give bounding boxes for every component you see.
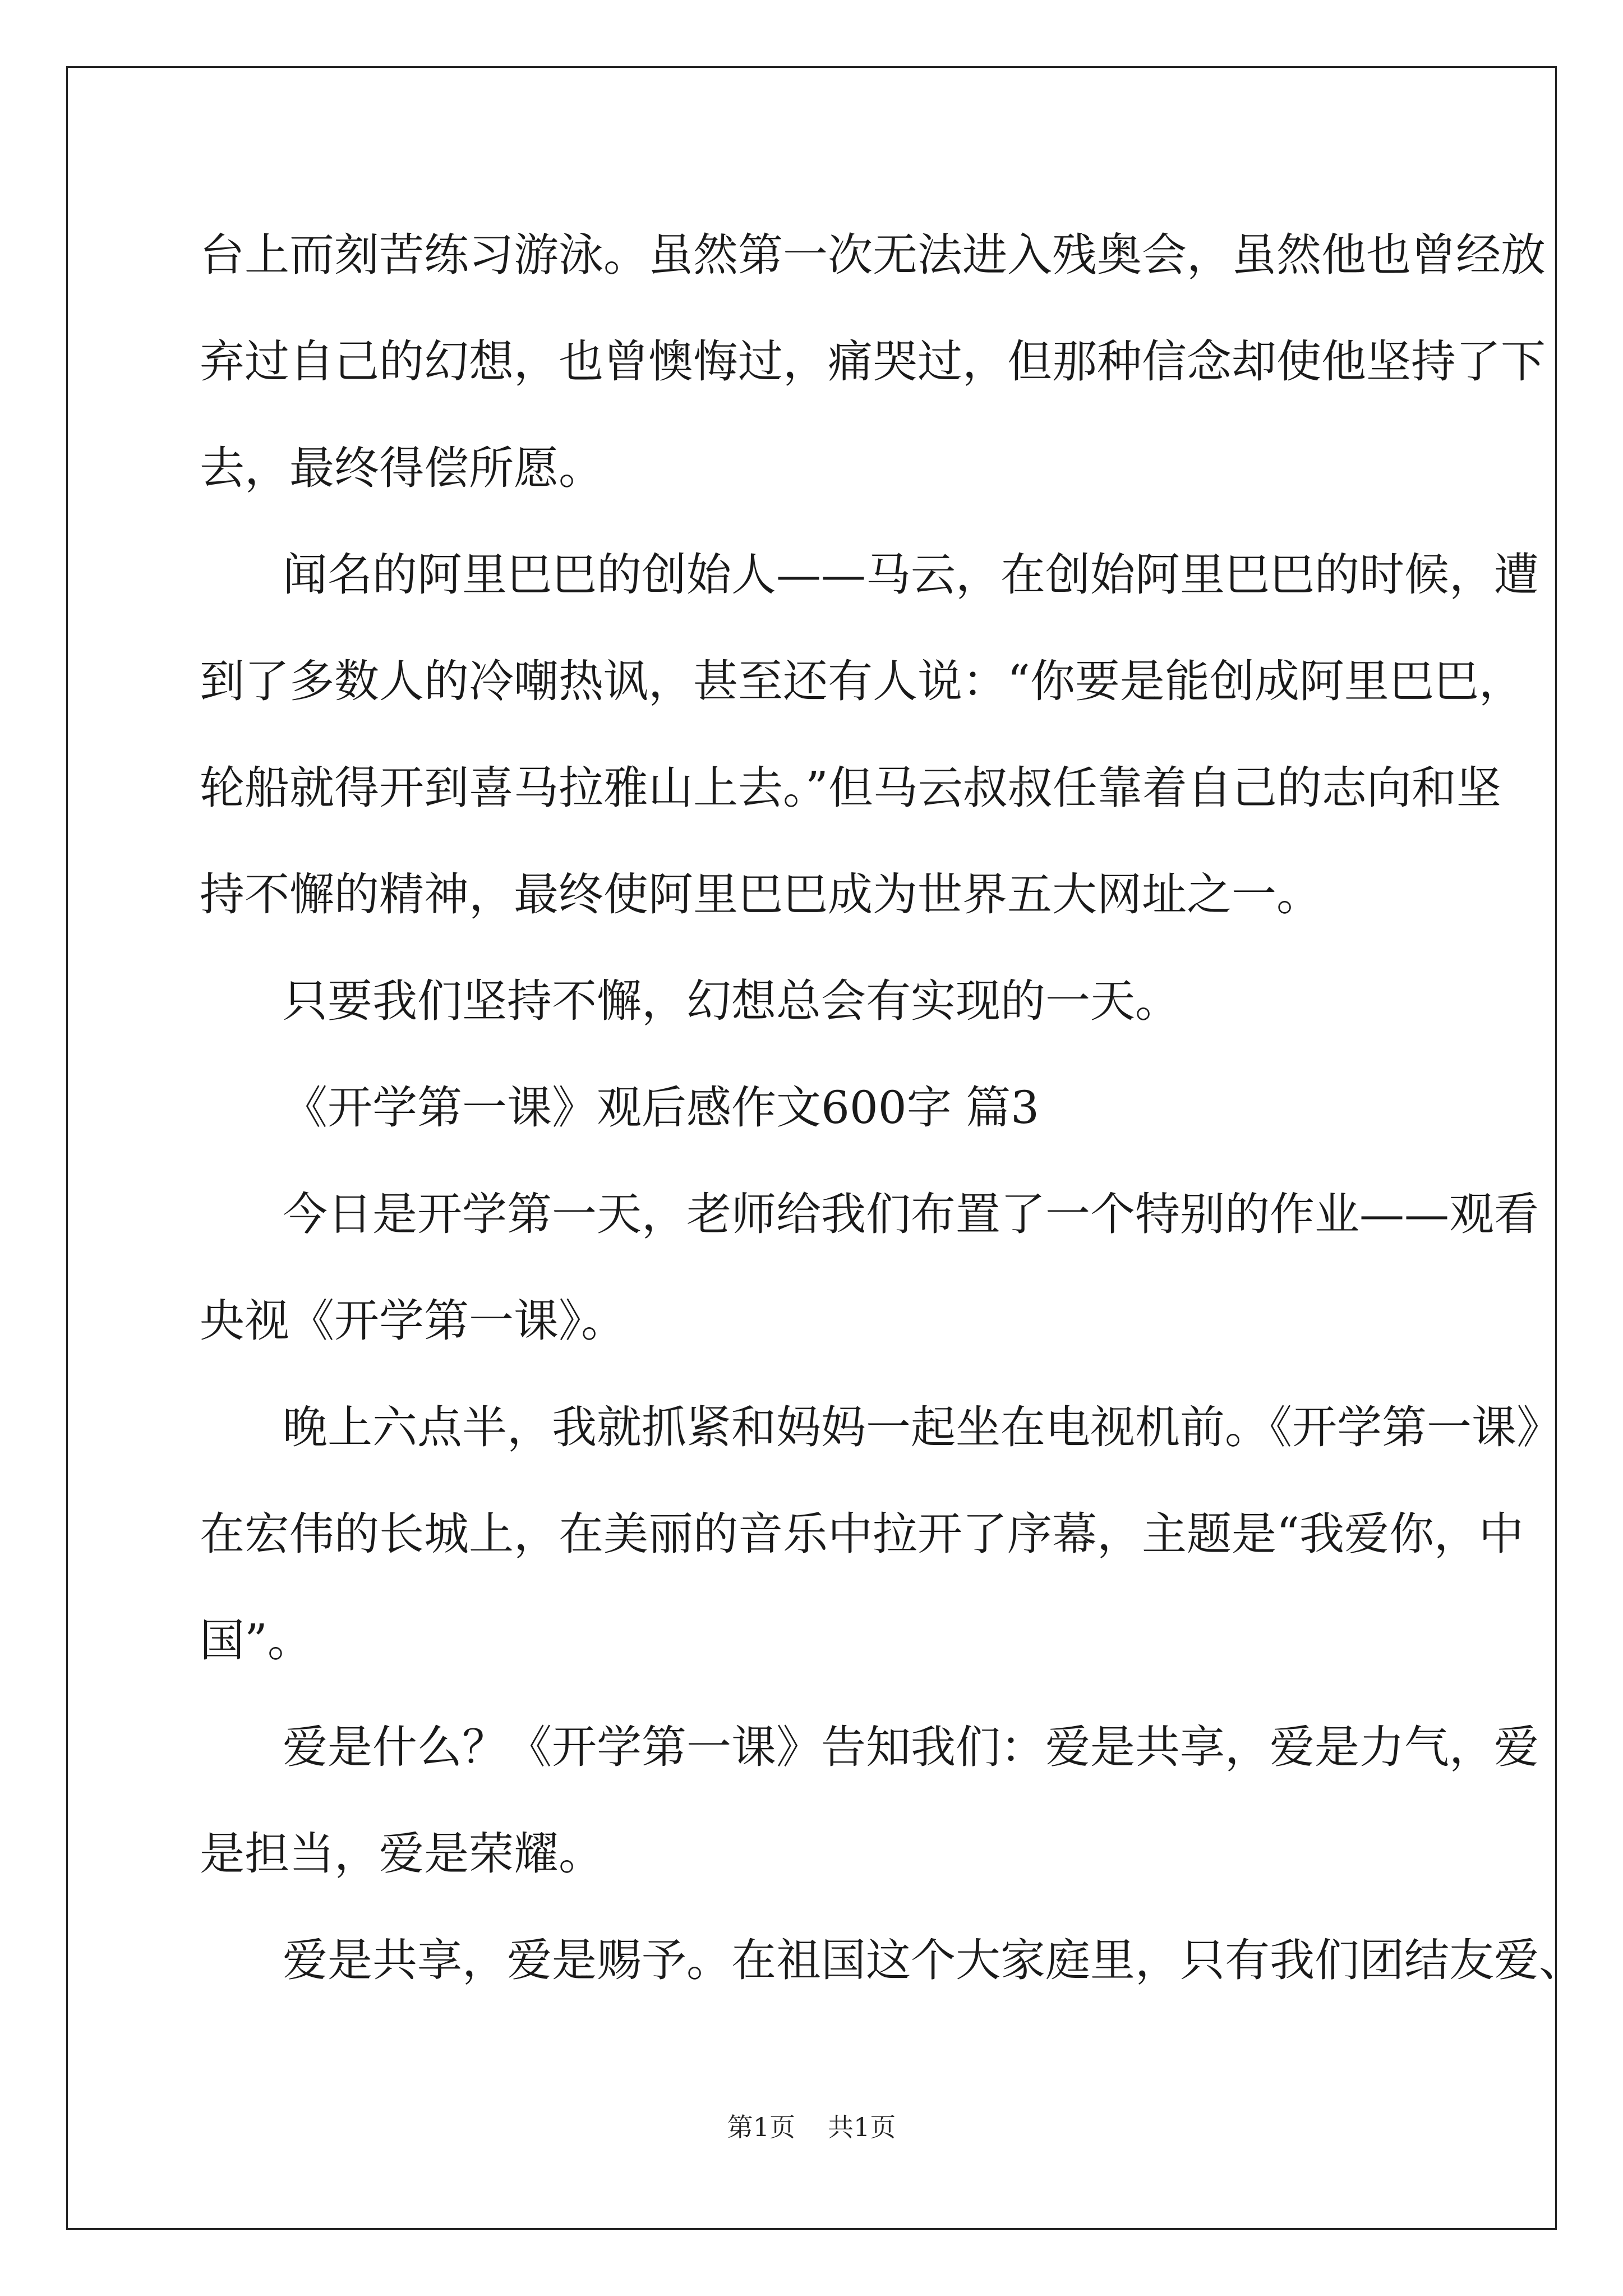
paragraph [200,1694,1539,1907]
page-number-current: 第1页 [727,2112,795,2142]
text-line: 到了多数人的冷嘲热讽，甚至还有人说：“你要是能创成阿里巴巴， [200,655,1524,707]
paragraph [200,1907,1584,2014]
text-line: 只要我们坚持不懈，幻想总会有实现的一天。 [283,975,1180,1027]
page-number-total: 共1页 [828,2112,896,2142]
paragraph [200,522,1539,948]
paragraph [200,1374,1561,1694]
document-body [200,202,1584,2014]
paragraph [200,1161,1539,1374]
heading-line: 《开学第一课》观后感作文600字 篇3 [283,1082,1040,1134]
page-footer [0,2110,1623,2144]
paragraph [200,202,1546,522]
section-heading [200,1055,1428,1161]
text-line: 台上而刻苦练习游泳。虽然第一次无法进入残奥会，虽然他也曾经放 [200,229,1546,281]
text-line: 爱是共享，爱是赐予。在祖国这个大家庭里，只有我们团结友爱、 [283,1934,1584,1986]
text-line: 轮船就得开到喜马拉雅山上去。”但马云叔叔任靠着自己的志向和坚 [200,762,1501,814]
text-line: 爱是什么？《开学第一课》告知我们：爱是共享，爱是力气，爱 [283,1721,1539,1773]
text-line: 今日是开学第一天，老师给我们布置了一个特别的作业——观看 [283,1188,1539,1240]
paragraph [200,948,1428,1055]
text-line: 闻名的阿里巴巴的创始人——马云，在创始阿里巴巴的时候，遭 [283,549,1539,601]
text-line: 持不懈的精神，最终使阿里巴巴成为世界五大网址之一。 [200,868,1321,921]
text-line: 国”。 [200,1614,312,1667]
text-line: 弃过自己的幻想，也曾懊悔过，痛哭过，但那种信念却使他坚持了下 [200,335,1546,388]
text-line: 是担当，爱是荣耀。 [200,1828,603,1880]
text-line: 在宏伟的长城上，在美丽的音乐中拉开了序幕，主题是“我爱你，中 [200,1508,1524,1560]
text-line: 去，最终得偿所愿。 [200,442,603,494]
text-line: 晚上六点半，我就抓紧和妈妈一起坐在电视机前。《开学第一课》 [283,1401,1561,1453]
text-line: 央视《开学第一课》。 [200,1295,626,1347]
